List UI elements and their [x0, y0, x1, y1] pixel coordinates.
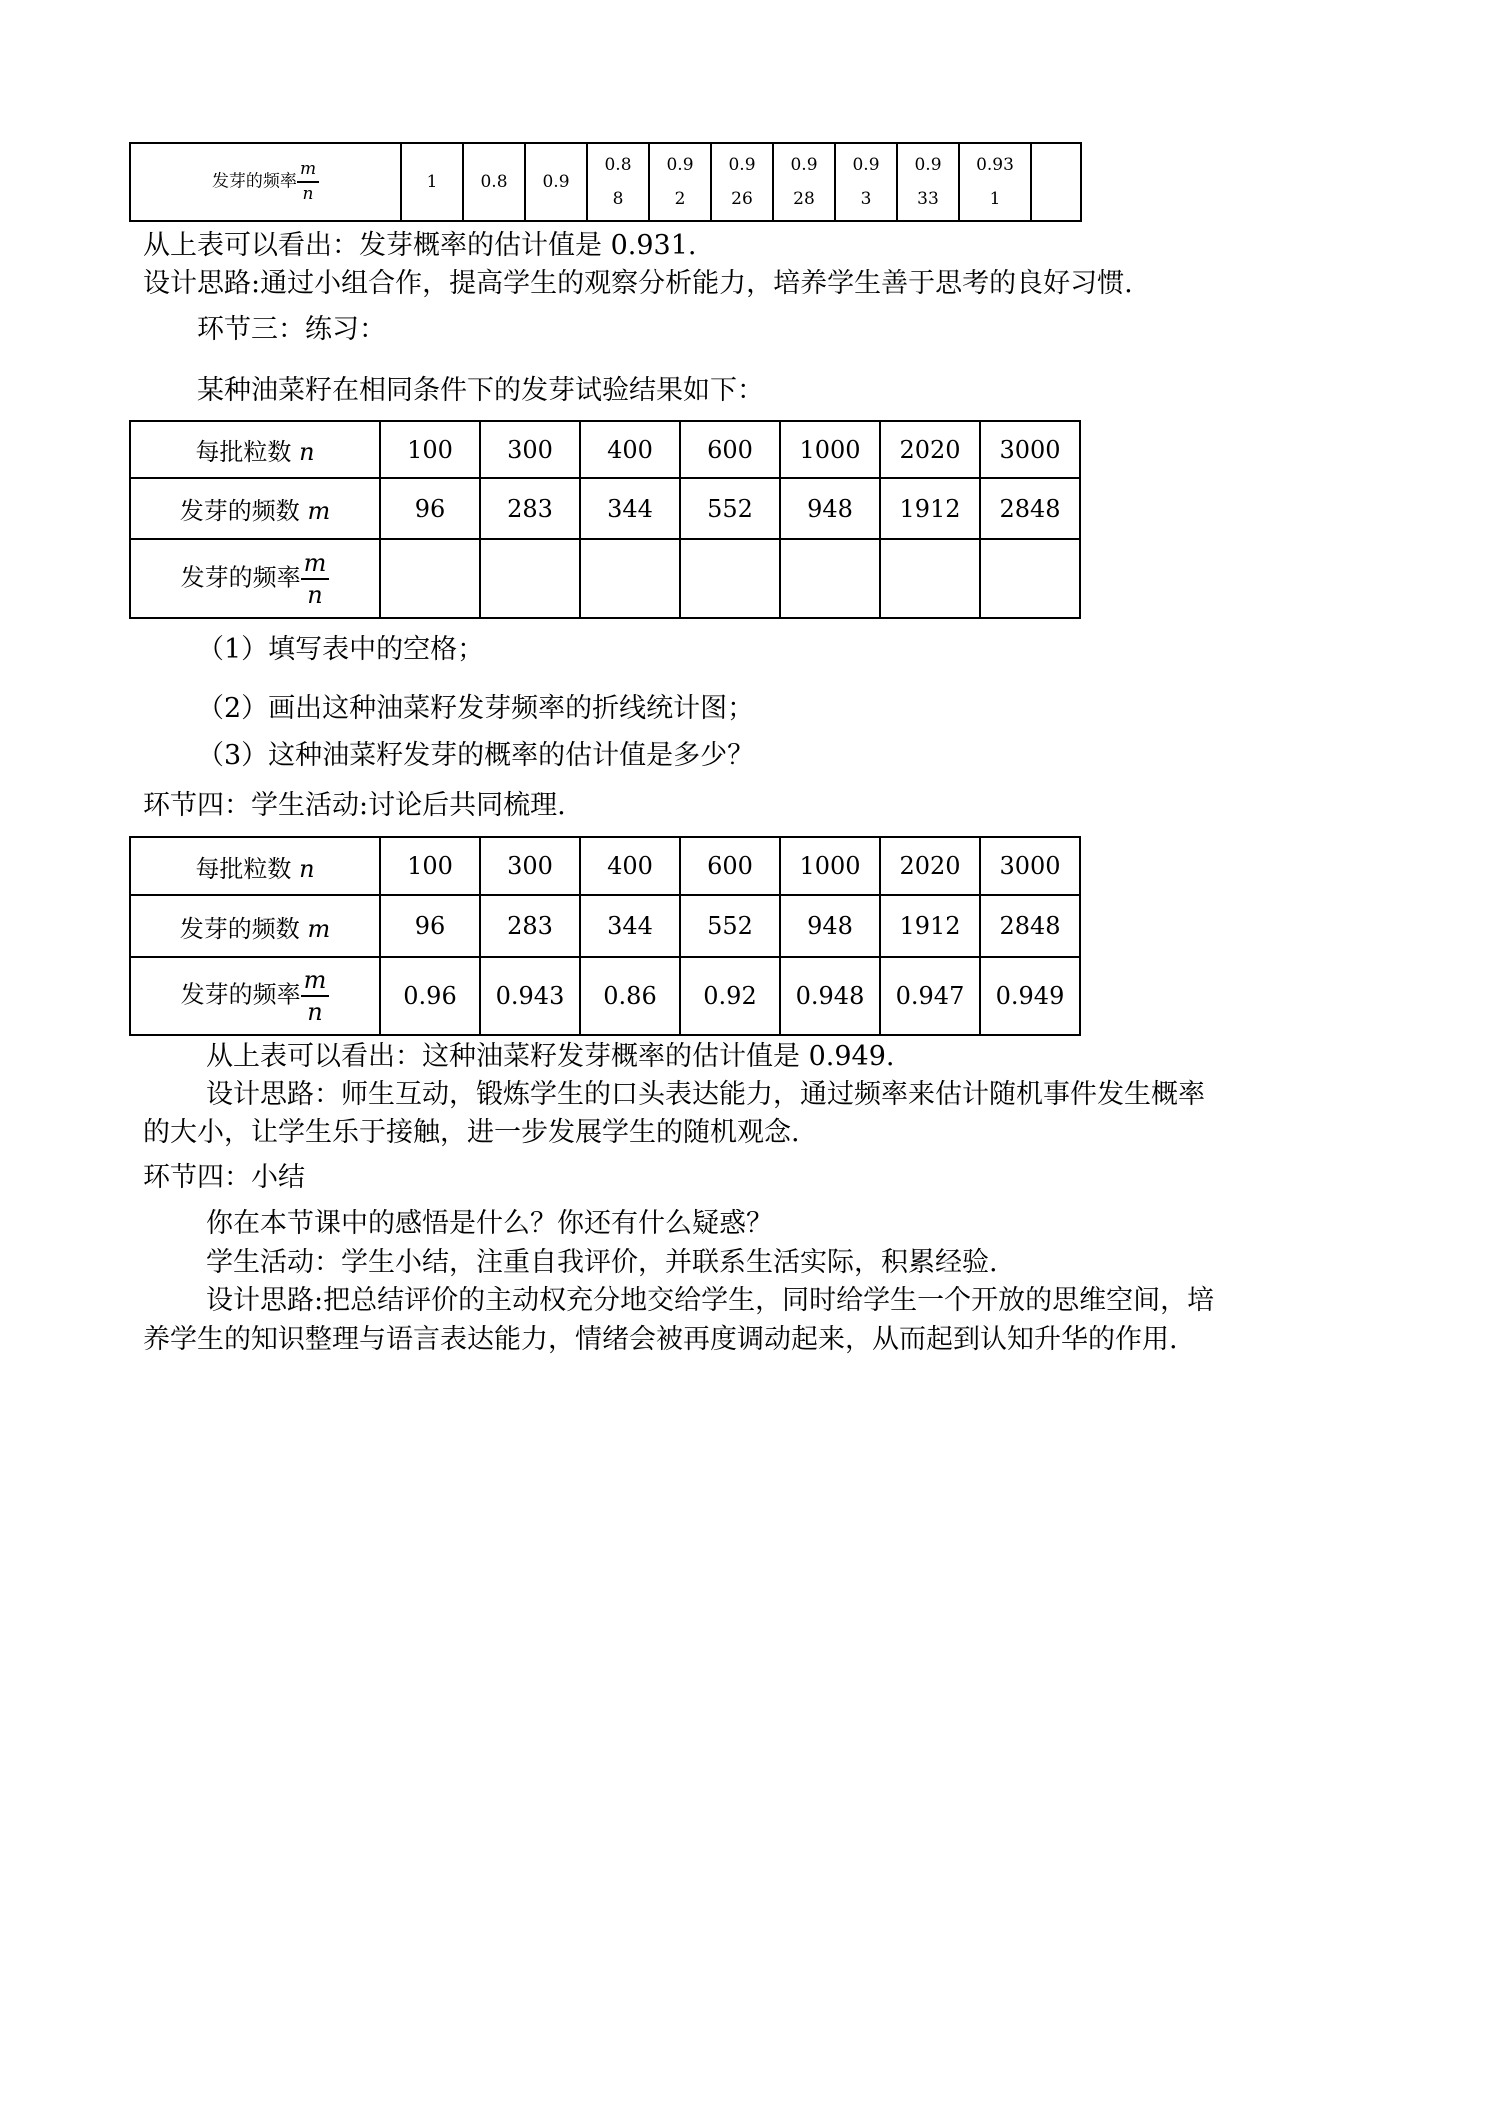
table1-label-text: 发芽的频率 — [211, 171, 297, 192]
n-cell: 3000 — [980, 837, 1080, 895]
paragraph: 设计思路:把总结评价的主动权充分地交给学生，同时给学生一个开放的思维空间，培 — [206, 1285, 1215, 1316]
m-cell: 552 — [680, 895, 780, 957]
m-cell: 948 — [780, 478, 880, 539]
n-cell: 400 — [580, 837, 680, 895]
table1-cell — [711, 143, 773, 221]
table1-cell — [959, 143, 1031, 221]
fraction — [301, 548, 330, 609]
cell-top: 1 — [426, 172, 438, 192]
label-text: 发芽的频率 — [180, 980, 301, 1009]
section-heading: 环节四：小结 — [143, 1162, 305, 1193]
row-label — [130, 895, 380, 957]
m-cell: 283 — [480, 895, 580, 957]
paragraph: 你在本节课中的感悟是什么？你还有什么疑惑？ — [206, 1208, 773, 1239]
n-cell: 400 — [580, 421, 680, 478]
paragraph: 设计思路:通过小组合作，提高学生的观察分析能力，培养学生善于思考的良好习惯. — [143, 268, 1133, 299]
freq-cell: 0.96 — [380, 957, 480, 1035]
n-cell: 1000 — [780, 837, 880, 895]
table1-fraction — [297, 161, 319, 203]
m-cell: 96 — [380, 895, 480, 957]
table1-cell — [463, 143, 525, 221]
n-cell: 300 — [480, 421, 580, 478]
variable: n — [299, 854, 315, 883]
n-cell: 1000 — [780, 421, 880, 478]
cell-top: 0.9 — [852, 155, 880, 175]
freq-cell: 0.86 — [580, 957, 680, 1035]
freq-cell — [580, 539, 680, 618]
m-cell: 552 — [680, 478, 780, 539]
section-heading: 环节四：学生活动:讨论后共同梳理. — [143, 790, 566, 821]
m-cell: 344 — [580, 895, 680, 957]
frac-numerator: m — [301, 968, 330, 997]
cell-bottom: 33 — [917, 189, 939, 209]
cell-top: 0.9 — [914, 155, 942, 175]
cell-top: 0.9 — [790, 155, 818, 175]
freq-cell — [880, 539, 980, 618]
freq-cell — [480, 539, 580, 618]
paragraph: 的大小，让学生乐于接触，进一步发展学生的随机观念. — [143, 1117, 800, 1148]
m-cell: 96 — [380, 478, 480, 539]
label-text: 发芽的频率 — [180, 563, 301, 591]
frac-denominator: n — [307, 580, 323, 609]
m-cell: 2848 — [980, 895, 1080, 957]
question-item: （3）这种油菜籽发芽的概率的估计值是多少？ — [197, 740, 755, 771]
cell-bottom: 28 — [793, 189, 815, 209]
germination-table-3 — [129, 836, 1081, 1036]
m-cell: 948 — [780, 895, 880, 957]
frac-denominator: n — [307, 998, 323, 1026]
row-label — [130, 539, 380, 618]
row-label — [130, 957, 380, 1035]
freq-cell: 0.92 — [680, 957, 780, 1035]
frac-denominator: n — [302, 184, 314, 204]
m-cell: 1912 — [880, 895, 980, 957]
question-item: （2）画出这种油菜籽发芽频率的折线统计图； — [197, 693, 755, 724]
frac-numerator: m — [297, 161, 319, 183]
m-cell: 1912 — [880, 478, 980, 539]
freq-cell — [680, 539, 780, 618]
n-cell: 2020 — [880, 837, 980, 895]
freq-cell — [780, 539, 880, 618]
m-cell: 283 — [480, 478, 580, 539]
paragraph: 从上表可以看出：这种油菜籽发芽概率的估计值是 0.949. — [206, 1041, 895, 1072]
freq-cell — [980, 539, 1080, 618]
variable: m — [307, 914, 331, 943]
cell-top: 0.9 — [666, 155, 694, 175]
row-label — [130, 837, 380, 895]
row-label — [130, 478, 380, 539]
table1-cell — [649, 143, 711, 221]
label-text: 每批粒数 — [195, 854, 292, 883]
germination-table-2 — [129, 420, 1081, 619]
freq-cell: 0.948 — [780, 957, 880, 1035]
paragraph: 某种油菜籽在相同条件下的发芽试验结果如下： — [197, 375, 764, 406]
cell-bottom: 26 — [731, 189, 753, 209]
n-cell: 600 — [680, 837, 780, 895]
question-item: （1）填写表中的空格； — [197, 634, 485, 665]
cell-bottom: 8 — [612, 189, 624, 209]
table1-cell — [897, 143, 959, 221]
freq-cell: 0.947 — [880, 957, 980, 1035]
table1-cell — [773, 143, 835, 221]
table1-cell — [587, 143, 649, 221]
label-text: 发芽的频数 — [179, 497, 300, 525]
cell-top: 0.93 — [976, 155, 1014, 175]
frac-numerator: m — [301, 551, 330, 580]
variable: m — [307, 497, 331, 525]
variable: n — [299, 438, 315, 466]
m-cell: 2848 — [980, 478, 1080, 539]
cell-bottom: 3 — [860, 189, 872, 209]
table1-cell — [1031, 143, 1081, 221]
row-label — [130, 421, 380, 478]
label-text: 每批粒数 — [195, 438, 292, 466]
n-cell: 100 — [380, 421, 480, 478]
n-cell: 300 — [480, 837, 580, 895]
table1-cell — [525, 143, 587, 221]
paragraph: 从上表可以看出：发芽概率的估计值是 0.931. — [143, 230, 697, 261]
paragraph: 养学生的知识整理与语言表达能力，情绪会被再度调动起来，从而起到认知升华的作用. — [143, 1324, 1178, 1355]
paragraph: 学生活动：学生小结，注重自我评价，并联系生活实际，积累经验. — [206, 1247, 998, 1278]
table1-row-label — [130, 143, 401, 221]
n-cell: 2020 — [880, 421, 980, 478]
freq-cell — [380, 539, 480, 618]
label-text: 发芽的频数 — [179, 914, 300, 943]
freq-cell: 0.949 — [980, 957, 1080, 1035]
cell-top: 0.8 — [480, 172, 508, 192]
cell-bottom: 1 — [989, 189, 1001, 209]
table1-cell — [835, 143, 897, 221]
n-cell: 3000 — [980, 421, 1080, 478]
freq-cell: 0.943 — [480, 957, 580, 1035]
cell-top: 0.8 — [604, 155, 632, 175]
table1-cell — [401, 143, 463, 221]
fraction — [301, 968, 330, 1024]
n-cell: 600 — [680, 421, 780, 478]
n-cell: 100 — [380, 837, 480, 895]
cell-top: 0.9 — [728, 155, 756, 175]
cell-bottom: 2 — [674, 189, 686, 209]
section-heading: 环节三：练习： — [197, 314, 386, 345]
m-cell: 344 — [580, 478, 680, 539]
germination-table-1 — [129, 142, 1082, 222]
paragraph: 设计思路：师生互动，锻炼学生的口头表达能力，通过频率来估计随机事件发生概率 — [206, 1079, 1205, 1110]
cell-top: 0.9 — [542, 172, 570, 192]
